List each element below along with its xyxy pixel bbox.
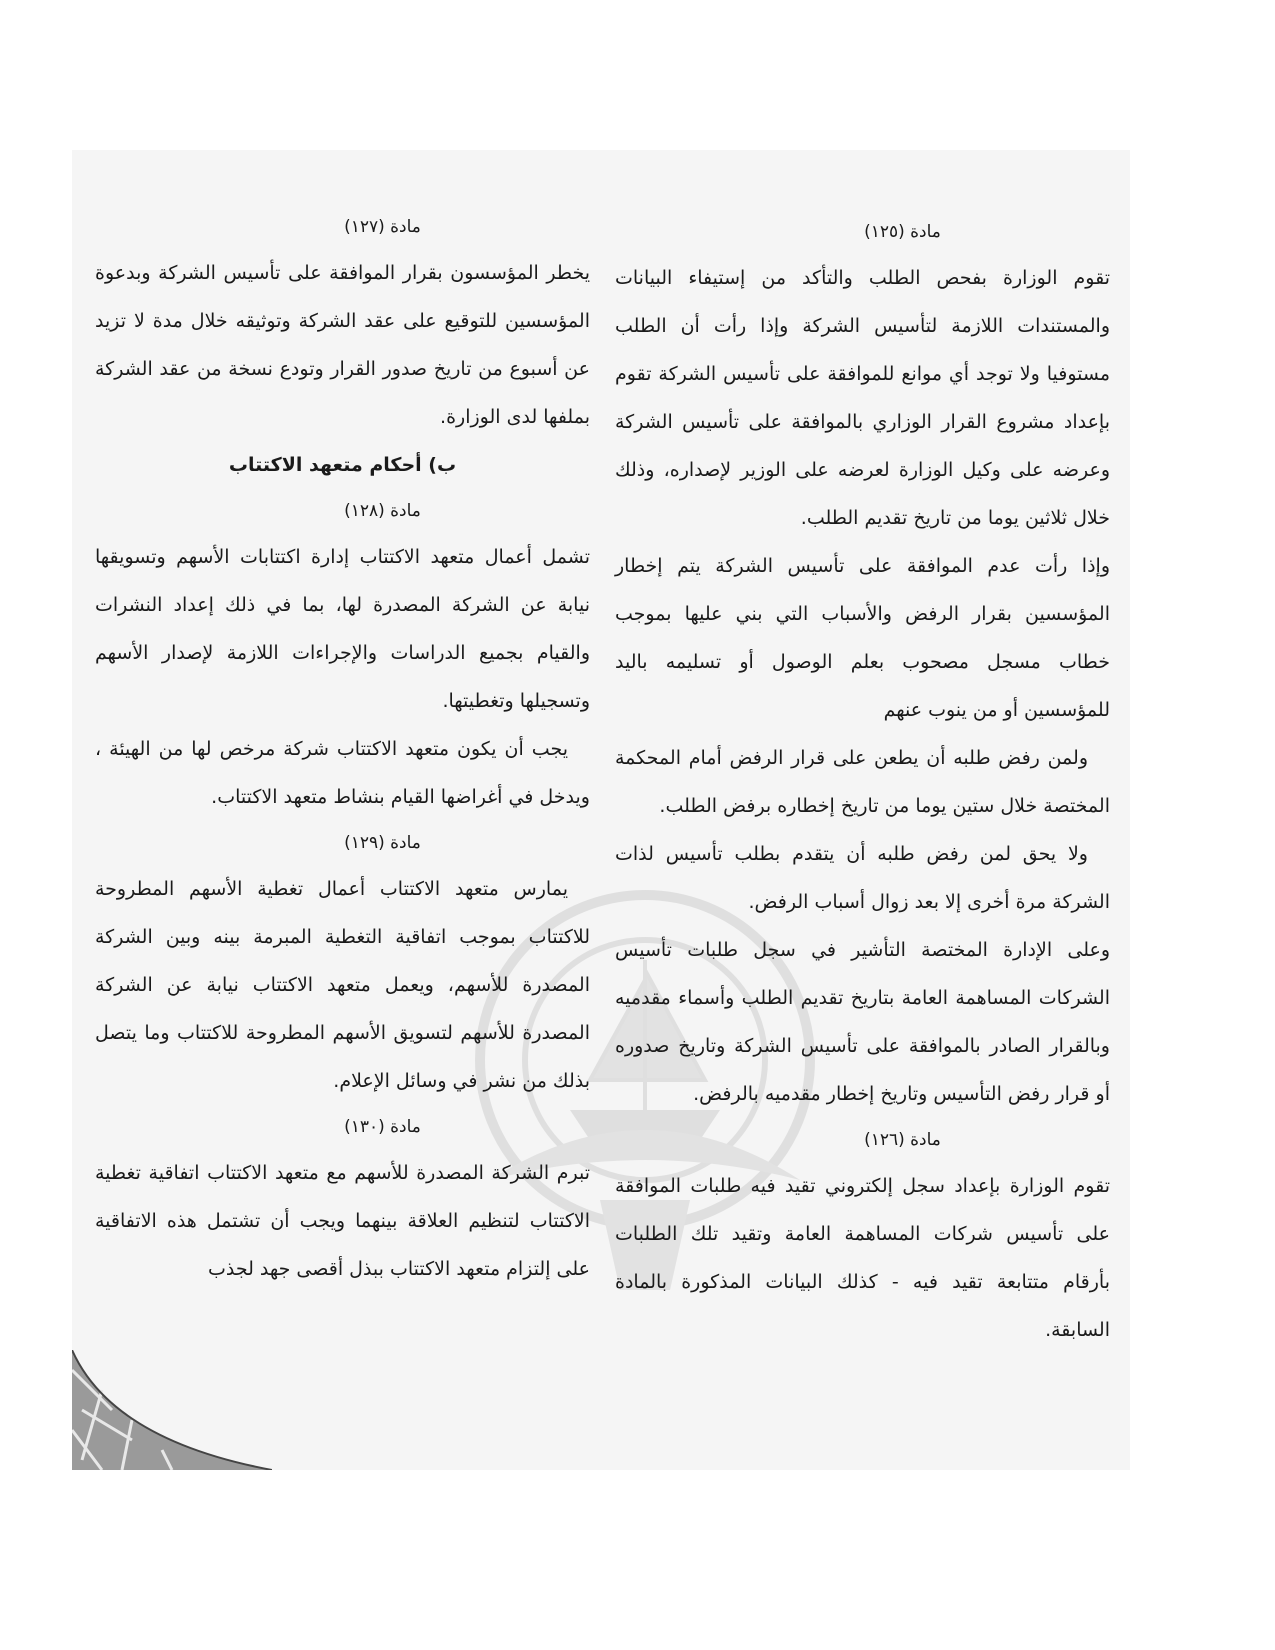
article-125-paragraph-1: تقوم الوزارة بفحص الطلب والتأكد من إستيفاء البيانات والمستندات اللازمة لتأسيس الشركة وإذا رأت أن الطلب مستوفيا ولا توجد أي موانع للموافقة على تأسيس الشركة تقوم بإعداد مشروع القرار الوزاري بالموافقة على تأسيس الشركة وعرضه على وكيل الوزارة لعرضه على الوزير لإصداره، وذلك خلال ثلاثين يوما من تاريخ تقديم الطلب.: [615, 267, 1110, 529]
article-130-heading: مادة (١٣٠): [344, 1117, 421, 1137]
left-column: [95, 205, 590, 1293]
article-125-paragraph-4: ولا يحق لمن رفض طلبه أن يتقدم بطلب تأسيس لذات الشركة مرة أخرى إلا بعد زوال أسباب الرفض.: [615, 843, 1110, 913]
article-128-paragraph-1: تشمل أعمال متعهد الاكتتاب إدارة اكتتابات الأسهم وتسويقها نيابة عن الشركة المصدرة لها، بما في ذلك إعداد النشرات والقيام بجميع الدراسات والإجراءات اللازمة لإصدار الأسهم وتسجيلها وتغطيتها.: [95, 546, 590, 712]
right-column: [615, 210, 1110, 1354]
article-130-paragraph-1: تبرم الشركة المصدرة للأسهم مع متعهد الاكتتاب اتفاقية تغطية الاكتتاب لتنظيم العلاقة بينهما ويجب أن تشتمل هذه الاتفاقية على إلتزام متعهد الاكتتاب ببذل أقصى جهد لجذب: [95, 1162, 590, 1280]
article-125-paragraph-2: وإذا رأت عدم الموافقة على تأسيس الشركة يتم إخطار المؤسسين بقرار الرفض والأسباب التي بني عليها بموجب خطاب مسجل مصحوب بعلم الوصول أو تسليمه باليد للمؤسسين أو من ينوب عنهم: [615, 555, 1110, 721]
article-127-heading: مادة (١٢٧): [344, 217, 421, 237]
article-129-paragraph-1: يمارس متعهد الاكتتاب أعمال تغطية الأسهم المطروحة للاكتتاب بموجب اتفاقية التغطية المبرمة بينه وبين الشركة المصدرة للأسهم، ويعمل متعهد الاكتتاب نيابة عن الشركة المصدرة للأسهم لتسويق الأسهم المطروحة للاكتتاب وما يتصل بذلك من نشر في وسائل الإعلام.: [95, 878, 590, 1092]
article-127-paragraph-1: يخطر المؤسسون بقرار الموافقة على تأسيس الشركة وبدعوة المؤسسين للتوقيع على عقد الشركة وتوثيقه خلال مدة لا تزيد عن أسبوع من تاريخ صدور القرار وتودع نسخة من عقد الشركة بملفها لدى الوزارة.: [95, 262, 590, 428]
page-corner-decoration-icon: [72, 1350, 272, 1470]
article-128-heading: مادة (١٢٨): [344, 501, 421, 521]
article-125-paragraph-5: وعلى الإدارة المختصة التأشير في سجل طلبات تأسيس الشركات المساهمة العامة بتاريخ تقديم الطلب وأسماء مقدميه وبالقرار الصادر بالموافقة على تأسيس الشركة وتاريخ صدوره أو قرار رفض التأسيس وتاريخ إخطار مقدميه بالرفض.: [615, 939, 1110, 1105]
article-125-paragraph-3: ولمن رفض طلبه أن يطعن على قرار الرفض أمام المحكمة المختصة خلال ستين يوما من تاريخ إخطاره برفض الطلب.: [615, 747, 1110, 817]
article-129-heading: مادة (١٢٩): [344, 833, 421, 853]
article-126-heading: مادة (١٢٦): [864, 1130, 941, 1150]
article-128-paragraph-2: يجب أن يكون متعهد الاكتتاب شركة مرخص لها من الهيئة ، ويدخل في أغراضها القيام بنشاط متعهد الاكتتاب.: [95, 738, 590, 808]
article-125-heading: مادة (١٢٥): [864, 222, 941, 242]
article-126-paragraph-1: تقوم الوزارة بإعداد سجل إلكتروني تقيد فيه طلبات الموافقة على تأسيس شركات المساهمة العامة وتقيد تلك الطلبات بأرقام متتابعة تقيد فيه - كذلك البيانات المذكورة بالمادة السابقة.: [615, 1175, 1110, 1341]
section-b-heading: ب) أحكام متعهد الاكتتاب: [228, 454, 457, 476]
